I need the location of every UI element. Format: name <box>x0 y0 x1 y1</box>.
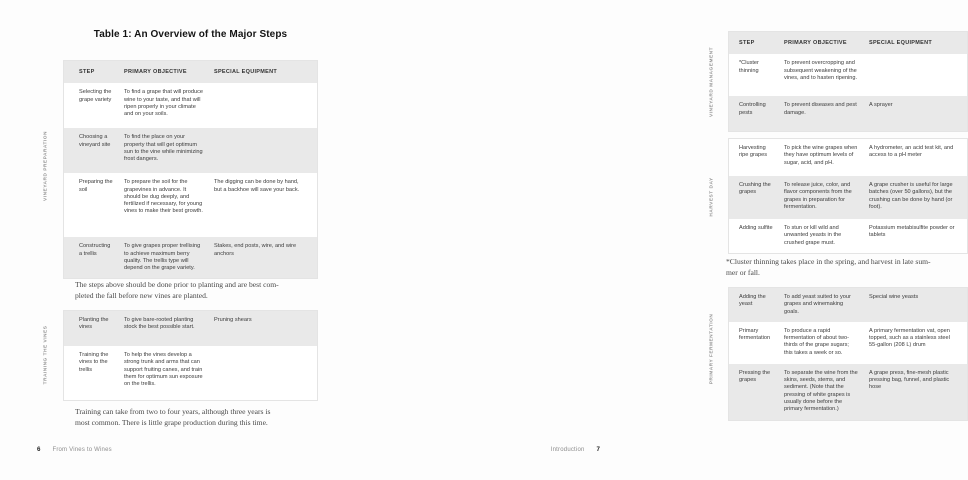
step-cell: Training the vines to the trellis <box>79 352 109 373</box>
column-header-step: STEP <box>739 40 755 46</box>
table-row <box>729 139 967 176</box>
paragraph-line: The steps above should be done prior to planting and are best com- <box>75 280 279 289</box>
side-label-vineyard-management: VINEYARD MANAGEMENT <box>709 46 715 118</box>
section-title: Introduction <box>550 447 585 453</box>
paragraph-planting-note <box>75 280 320 302</box>
column-header-special-equipment: SPECIAL EQUIPMENT <box>869 40 933 46</box>
table-header-row <box>729 32 967 54</box>
left-page <box>0 0 340 480</box>
step-cell: *Cluster thinning <box>739 60 759 74</box>
side-label-primary-fermentation: PRIMARY FERMENTATION <box>709 313 715 385</box>
equipment-cell: Potassium metabisulfite powder or tablets <box>869 225 955 239</box>
objective-cell: To separate the wine from the skins, seeds, stems, and sediment. (Note that the pressing of white grapes is usually done before the primary fermentation.) <box>784 369 858 413</box>
step-cell: Adding sulfite <box>739 225 773 231</box>
step-cell: Primary fermentation <box>739 327 771 342</box>
objective-cell: To find a grape that will produce wine to your taste, and that will ripen properly in your climate and on your soils. <box>124 89 203 118</box>
step-cell: Constructing a trellis <box>79 243 111 257</box>
table-row <box>729 364 967 420</box>
vineyard-preparation-table <box>63 60 318 279</box>
table-row <box>64 83 317 128</box>
equipment-cell <box>214 83 317 128</box>
step-cell: Controlling pests <box>739 102 766 116</box>
table-row <box>729 322 967 364</box>
column-header-step: STEP <box>79 69 95 75</box>
table-title: Table 1: An Overview of the Major Steps <box>93 29 288 40</box>
table-row <box>64 346 317 400</box>
cluster-thinning-footnote <box>726 257 968 279</box>
step-cell: Planting the vines <box>79 317 109 331</box>
paragraph-line: most common. There is little grape production during this time. <box>75 417 268 427</box>
book-title: From Vines to Wines <box>52 447 112 453</box>
step-cell: Adding the yeast <box>739 294 766 308</box>
objective-cell: To prepare the soil for the grapevines in advance. It should be dug deeply, and fertilized if necessary, for young vines to make their best growth. <box>124 179 203 215</box>
objective-cell: To give grapes proper trellising to achieve maximum berry quality. The trellis type will depend on the grape variety. <box>124 243 201 272</box>
primary-fermentation-table <box>728 287 968 421</box>
vineyard-management-table <box>728 31 968 132</box>
equipment-cell: Pruning shears <box>214 317 252 323</box>
page-number: 7 <box>596 446 600 453</box>
paragraph-line: *Cluster thinning takes place in the spring, and harvest in late sum- <box>726 257 931 266</box>
objective-cell: To prevent overcropping and subsequent weakening of the vines, and to hasten ripening. <box>784 60 858 81</box>
paragraph-line: pleted the fall before new vines are planted. <box>75 290 208 300</box>
paragraph-line: mer or fall. <box>726 267 760 277</box>
table-header-row <box>64 61 317 83</box>
equipment-cell: The digging can be done by hand, but a backhoe will save your back. <box>214 179 300 193</box>
equipment-cell: A hydrometer, an acid test kit, and access to a pH meter <box>869 145 954 159</box>
equipment-cell: Stakes, end posts, wire, and wire anchors <box>214 243 297 257</box>
column-header-special-equipment: SPECIAL EQUIPMENT <box>214 69 278 75</box>
right-page <box>340 0 955 480</box>
step-cell: Selecting the grape variety <box>79 89 112 103</box>
side-label-harvest-day: HARVEST DAY <box>709 177 715 217</box>
table-row <box>64 237 317 278</box>
table-row <box>729 54 967 96</box>
equipment-cell: A sprayer <box>869 102 893 109</box>
table-row <box>729 288 967 322</box>
equipment-cell: Special wine yeasts <box>869 294 919 300</box>
paragraph-line: Training can take from two to four years, although three years is <box>75 407 271 416</box>
objective-cell: To prevent diseases and pest damage. <box>784 102 857 116</box>
equipment-cell: A grape press, fine-mesh plastic pressing bag, funnel, and plastic hose <box>869 369 950 391</box>
objective-cell: To add yeast suited to your grapes and winemaking goals. <box>784 294 851 315</box>
objective-cell: To produce a rapid fermentation of about two-thirds of the grape sugars; this takes a week or so. <box>784 327 849 356</box>
side-label-vineyard-preparation: VINEYARD PREPARATION <box>43 131 49 201</box>
step-cell: Harvesting ripe grapes <box>739 145 767 159</box>
side-label-training-the-vines: TRAINING THE VINES <box>43 325 49 385</box>
table-row <box>64 128 317 173</box>
column-header-primary-objective: PRIMARY OBJECTIVE <box>784 40 847 46</box>
left-footer <box>37 446 112 453</box>
equipment-cell: A primary fermentation vat, open topped, such as a stainless steel 55-gallon (208 L) drum <box>869 327 950 349</box>
training-the-vines-table <box>63 310 318 401</box>
harvest-day-table <box>728 138 968 254</box>
table-row <box>64 311 317 346</box>
equipment-cell: A grape crusher is useful for large batches (over 50 gallons), but the crushing can be done by hand (or foot). <box>869 182 953 210</box>
table-row <box>729 219 967 253</box>
step-cell: Crushing the grapes <box>739 182 771 196</box>
right-footer <box>551 446 600 453</box>
table-row <box>64 173 317 237</box>
table-row <box>729 96 967 131</box>
objective-cell: To help the vines develop a strong trunk and arms that can support fruiting canes, and train them for optimum sun exposure on the trellis. <box>124 352 203 388</box>
step-cell: Preparing the soil <box>79 179 113 193</box>
step-cell: Choosing a vineyard site <box>79 134 111 148</box>
paragraph-training-note <box>75 407 320 429</box>
equipment-cell <box>214 346 317 400</box>
objective-cell: To pick the wine grapes when they have optimum levels of sugar, acid, and pH. <box>784 145 858 166</box>
column-header-primary-objective: PRIMARY OBJECTIVE <box>124 69 187 75</box>
table-row <box>729 176 967 219</box>
objective-cell: To give bare-rooted planting stock the best possible start. <box>124 317 195 331</box>
objective-cell: To find the place on your property that will get optimum sun to the vine while minimizing frost dangers. <box>124 134 203 163</box>
page-number: 6 <box>37 446 41 453</box>
equipment-cell <box>214 128 317 173</box>
objective-cell: To stun or kill wild and unwanted yeasts in the crushed grape must. <box>784 225 842 246</box>
equipment-cell <box>869 54 967 96</box>
objective-cell: To release juice, color, and flavor components from the grapes in preparation for fermentation. <box>784 182 852 210</box>
step-cell: Pressing the grapes <box>739 369 771 384</box>
